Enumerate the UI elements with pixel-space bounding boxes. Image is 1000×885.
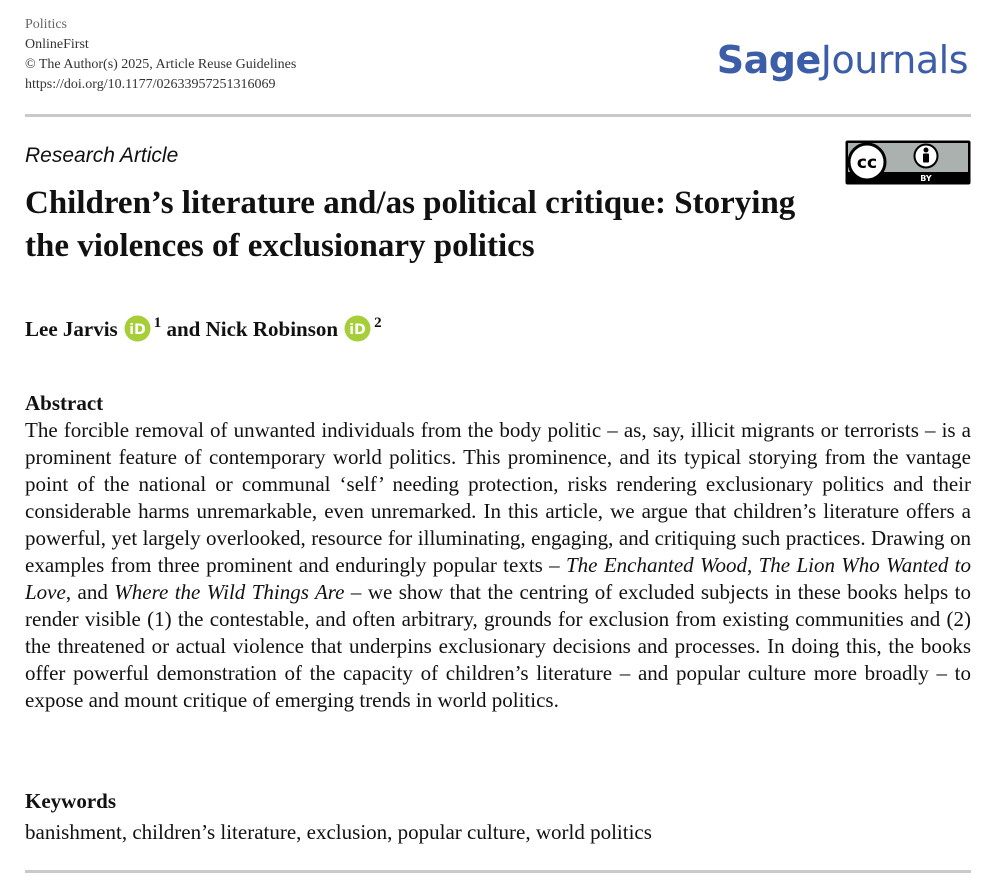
logo-word-journals: Journals [820,38,968,82]
by-label: BY [920,174,932,183]
abstract-segment: , and [65,580,115,604]
author-name[interactable]: Lee Jarvis [25,317,118,341]
abstract-segment: The forcible removal of unwanted individuals from the body politic – as, say, illicit migrants or terrorists – is a prominent feature of contemporary world politics. This prominence, and its typical storying from the vantage point of the national or communal ‘self’ needing protection, risks rendering exclusionary politics and their considerable harms unremarkable, even unremarked. In this article, we argue that children’s literature offers a powerful, yet largely overlooked, resource for illuminating, engaging, and critiquing such practices. Drawing on examples from three prominent and enduringly popular texts – [25,418,971,577]
author-joiner: and [166,317,201,341]
svg-text:iD: iD [349,322,366,338]
article-metadata [25,15,296,95]
doi-link[interactable]: https://doi.org/10.1177/02633957251316069 [25,77,276,92]
svg-text:iD: iD [129,322,146,338]
footer-divider [25,870,971,873]
sage-journals-logo[interactable] [717,38,968,82]
book-title: Where the Wild Things Are [114,580,345,604]
publication-status: OnlineFirst [25,37,89,52]
book-title: The Enchanted Wood [566,553,748,577]
orcid-icon[interactable] [124,315,151,351]
affiliation-marker[interactable]: 1 [153,315,162,331]
keywords-list: banishment, children’s literature, exclusion, popular culture, world politics [25,820,652,844]
abstract-text [25,417,971,714]
logo-word-sage: Sage [716,38,821,82]
abstract-segment: , [747,553,759,577]
article-type: Research Article [25,144,179,167]
header-divider [25,114,971,117]
cc-label: cc [856,153,878,173]
copyright-line[interactable]: © The Author(s) 2025, Article Reuse Guidelines [25,57,297,72]
book-title: The Lion Who Wanted to Love [25,553,972,604]
creative-commons-icon [849,144,885,180]
attribution-icon [915,145,938,168]
abstract-segment: – we show that the centring of excluded subjects in these books helps to render visible (1) the contestable, and often arbitrary, grounds for exclusion from existing communities and (2) the threatened or actual violence that underpins exclusionary decisions and processes. In doing this, the books offer powerful demonstration of the capacity of children’s literature – and popular culture more broadly – to expose and mount critique of emerging trends in world politics. [25,580,971,712]
cc-by-license-badge[interactable] [845,140,971,185]
journal-name[interactable]: Politics [25,17,68,32]
author-name[interactable]: Nick Robinson [205,317,339,341]
orcid-icon[interactable] [344,315,371,351]
article-title: Children’s literature and/as political critique: Storying the violences of exclusionary politics [25,185,796,264]
abstract-heading: Abstract [25,391,104,415]
author-list [25,313,382,351]
keywords-heading: Keywords [25,789,116,813]
affiliation-marker[interactable]: 2 [374,315,382,331]
